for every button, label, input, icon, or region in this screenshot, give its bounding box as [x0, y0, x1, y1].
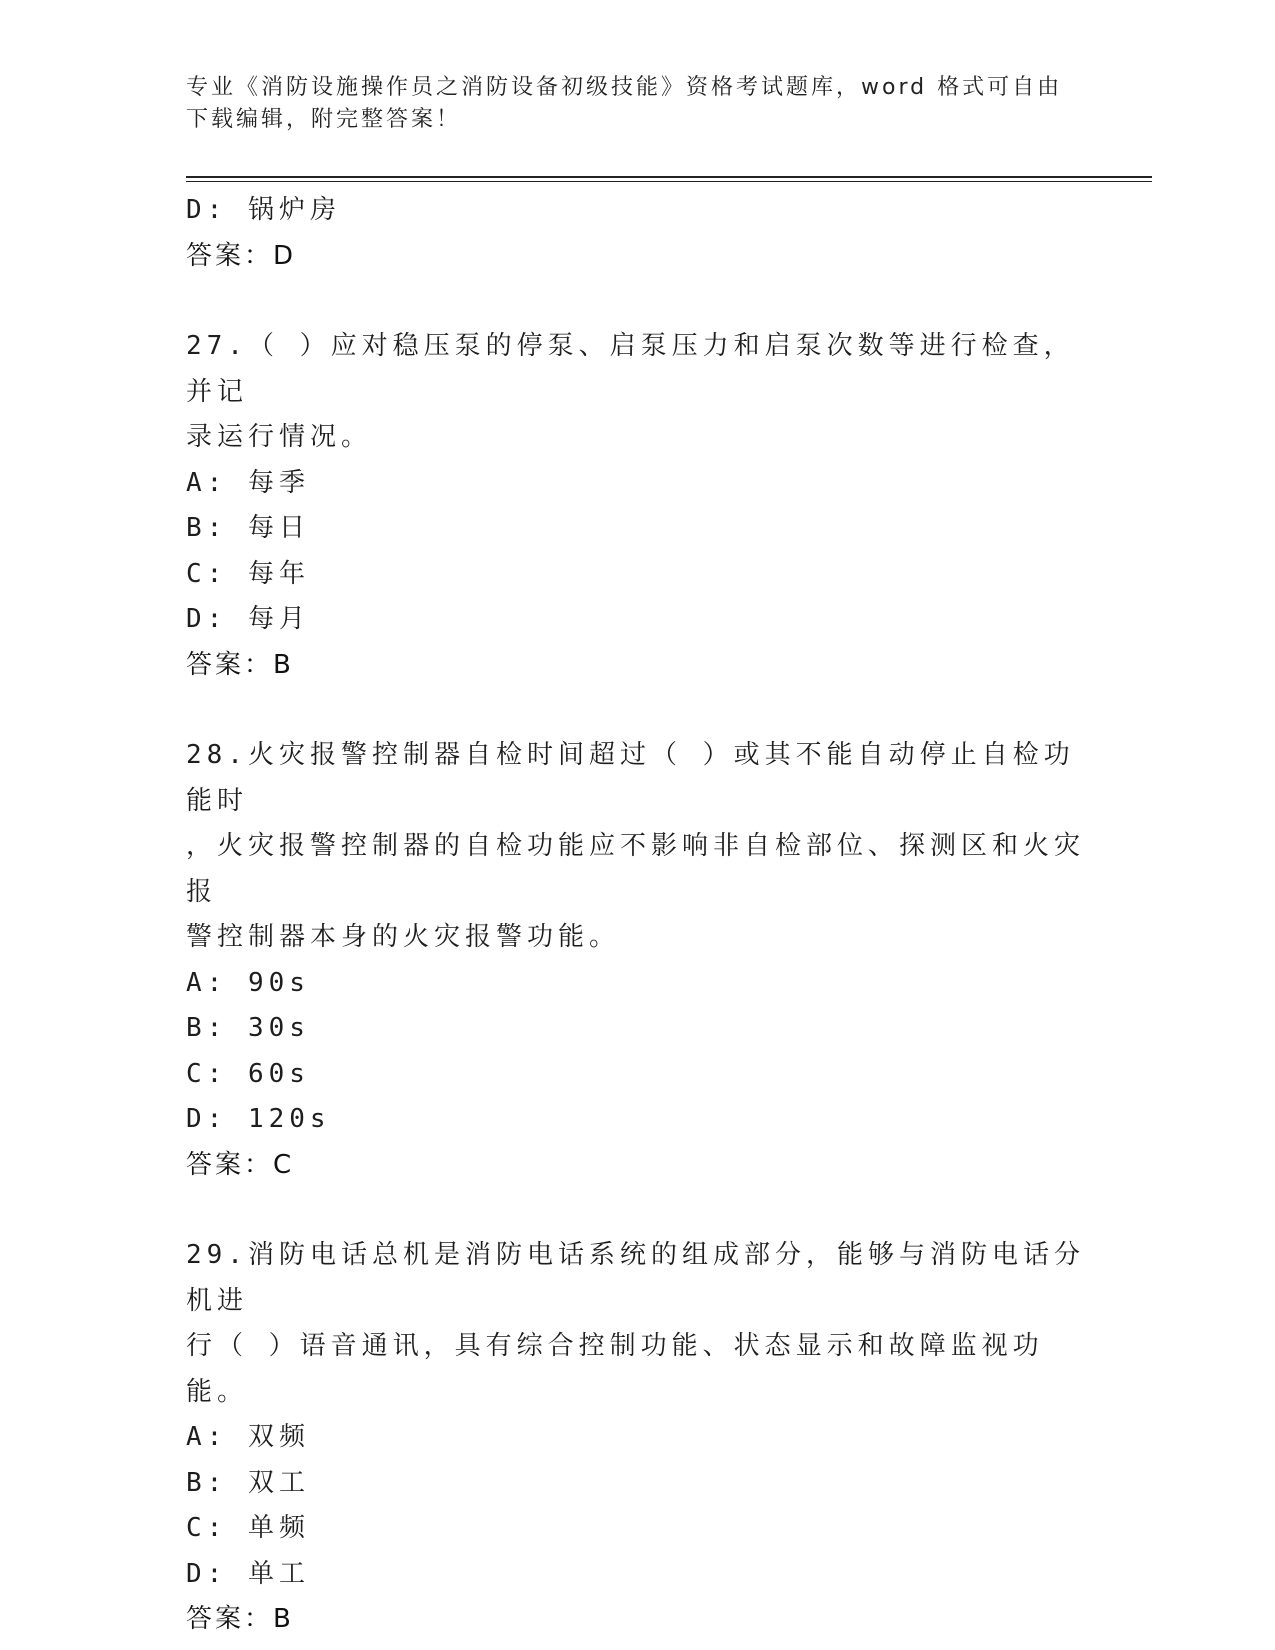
question-28 [186, 733, 1086, 1188]
page-header [186, 72, 1066, 136]
header-rule-thin [186, 181, 1152, 182]
question-27 [186, 324, 1086, 688]
question-text-line: 29.消防电话总机是消防电话系统的组成部分，能够与消防电话分机进 [186, 1240, 1085, 1316]
answer: 答案：B [186, 1604, 294, 1634]
option-c: C: 60s [186, 1058, 310, 1089]
question-text-line: 28.火灾报警控制器自检时间超过（ ）或其不能自动停止自检功能时 [186, 740, 1075, 816]
option-c: C: 单频 [186, 1513, 310, 1543]
option-a: A: 双频 [186, 1422, 310, 1452]
question-text-line: 录运行情况。 [186, 422, 373, 452]
question-text-line: 行（ ）语音通讯，具有综合控制功能、状态显示和故障监视功能。 [186, 1331, 1044, 1407]
question-text-line: 27.（ ）应对稳压泵的停泵、启泵压力和启泵次数等进行检查，并记 [186, 331, 1075, 407]
option-c: C: 每年 [186, 558, 310, 589]
question-content [186, 188, 1086, 1643]
option-d: D: 每月 [186, 604, 310, 634]
prev-answer: 答案：D [186, 240, 297, 271]
question-text-line: ，火灾报警控制器的自检功能应不影响非自检部位、探测区和火灾报 [186, 831, 1086, 907]
option-b: B: 每日 [186, 513, 310, 543]
option-b: B: 双工 [186, 1467, 310, 1498]
option-d: D: 120s [186, 1104, 331, 1134]
option-a: A: 90s [186, 967, 310, 998]
option-d: D: 单工 [186, 1558, 310, 1589]
option-b: B: 30s [186, 1013, 310, 1043]
answer: 答案：B [186, 649, 294, 680]
answer: 答案：C [186, 1149, 295, 1180]
header-title: 专业《消防设施操作员之消防设备初级技能》资格考试题库，word 格式可自由下载编辑，附完整答案！ [186, 75, 1063, 132]
question-text-line: 警控制器本身的火灾报警功能。 [186, 922, 621, 952]
prev-option-d: D: 锅炉房 [186, 195, 341, 225]
question-29 [186, 1233, 1086, 1643]
option-a: A: 每季 [186, 467, 310, 498]
header-rule-thick [186, 176, 1152, 178]
